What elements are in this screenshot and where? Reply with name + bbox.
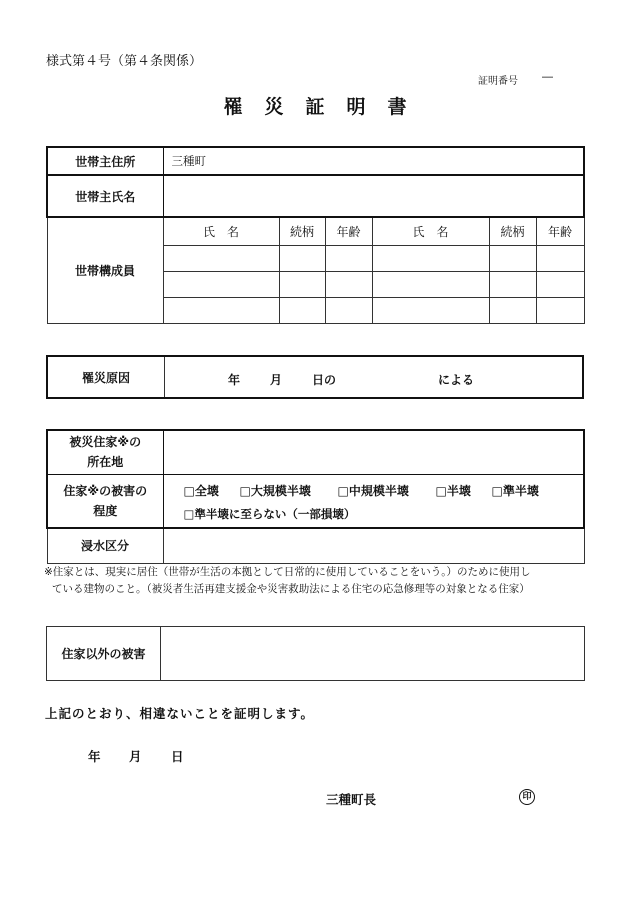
member-col-relation-2: 続柄 — [489, 217, 536, 245]
document-title: 罹災証明書 — [223, 96, 429, 118]
member-col-age-2: 年齢 — [536, 217, 584, 245]
cause-by: による — [438, 373, 475, 387]
member-cell[interactable] — [536, 297, 584, 323]
member-cell[interactable] — [163, 297, 279, 323]
disaster-cause-label: 罹災原因 — [48, 357, 165, 397]
household-name-label: 世帯主氏名 — [47, 175, 163, 217]
household-name-field[interactable] — [163, 175, 584, 217]
member-cell[interactable] — [489, 271, 536, 297]
household-members-label: 世帯構成員 — [47, 217, 163, 323]
other-damage-field[interactable] — [161, 627, 584, 680]
member-cell[interactable] — [279, 297, 325, 323]
household-address-label: 世帯主住所 — [47, 147, 163, 175]
damaged-house-location-field[interactable] — [163, 430, 584, 474]
member-cell[interactable] — [489, 297, 536, 323]
other-damage-box — [46, 626, 585, 681]
disaster-cause-box — [46, 355, 584, 399]
member-col-name-2: 氏 名 — [372, 217, 489, 245]
date-month: 月 — [129, 749, 142, 764]
cause-year: 年 — [228, 373, 241, 387]
member-col-name-1: 氏 名 — [163, 217, 279, 245]
member-cell[interactable] — [279, 245, 325, 271]
household-address-field[interactable]: 三種町 — [163, 147, 584, 175]
mayor-title: 三種町長 — [326, 792, 377, 807]
option-semi-half-collapse[interactable]: □準半壊 — [491, 483, 539, 498]
date-day: 日 — [171, 749, 184, 764]
member-col-relation-1: 続柄 — [279, 217, 325, 245]
member-cell[interactable] — [325, 297, 372, 323]
note-line-1: ※住家とは、現実に居住（世帯が生活の本拠として日常的に使用していることをいう。）のために使用し — [44, 566, 531, 578]
member-cell[interactable] — [489, 245, 536, 271]
member-cell[interactable] — [325, 245, 372, 271]
member-cell[interactable] — [536, 245, 584, 271]
note-line-2: ている建物のこと。（被災者生活再建支援金や災害救助法による住宅の応急修理等の対象となる住家） — [52, 583, 530, 595]
member-cell[interactable] — [163, 245, 279, 271]
member-col-age-1: 年齢 — [325, 217, 372, 245]
option-half-collapse[interactable]: □半壊 — [435, 483, 471, 498]
option-large-scale-half-collapse[interactable]: □大規模半壊 — [239, 483, 311, 498]
form-number-label: 様式第４号（第４条関係） — [46, 54, 203, 69]
member-cell[interactable] — [372, 271, 489, 297]
member-cell[interactable] — [325, 271, 372, 297]
cause-month: 月 — [270, 373, 283, 387]
member-cell[interactable] — [163, 271, 279, 297]
certificate-number-label: 証明番号 — [478, 76, 518, 87]
member-cell[interactable] — [372, 297, 489, 323]
option-partial-damage[interactable]: □準半壊に至らない（一部損壊） — [183, 506, 356, 521]
member-cell[interactable] — [536, 271, 584, 297]
damage-degree-field — [163, 474, 584, 528]
flood-category-label: 浸水区分 — [47, 528, 163, 564]
member-cell[interactable] — [372, 245, 489, 271]
damaged-house-location-label: 被災住家※の 所在地 — [47, 430, 163, 474]
other-damage-label: 住家以外の被害 — [47, 627, 161, 680]
household-table — [46, 146, 585, 324]
certificate-number-value[interactable]: ― — [542, 70, 553, 83]
option-total-collapse[interactable]: □全壊 — [183, 483, 219, 498]
date-year: 年 — [88, 749, 101, 764]
member-cell[interactable] — [279, 271, 325, 297]
damage-table — [46, 429, 585, 564]
seal-mark: 印 — [519, 789, 535, 805]
cause-day-of: 日の — [312, 373, 337, 387]
flood-category-field[interactable] — [163, 528, 584, 564]
certification-statement: 上記のとおり、相違ないことを証明します。 — [45, 706, 315, 721]
option-medium-scale-half-collapse[interactable]: □中規模半壊 — [337, 483, 409, 498]
damage-degree-label: 住家※の被害の 程度 — [47, 474, 163, 528]
